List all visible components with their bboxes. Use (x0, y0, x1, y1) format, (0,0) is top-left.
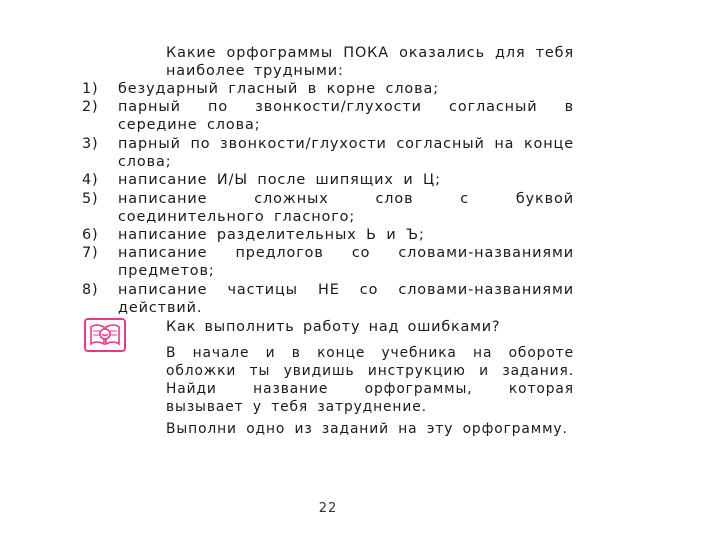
list-item (82, 244, 574, 280)
list-item-text: безударный гласный в корне слова; (118, 81, 439, 97)
list-item-number: 6) (82, 226, 99, 243)
section-title: Как выполнить работу над ошибками? (166, 319, 501, 335)
list-item (82, 98, 574, 134)
list-item-text: парный по звонкости/глухости согласный в середине слова; (118, 99, 574, 134)
list-item-number: 7) (82, 245, 99, 262)
list-item-text: написание сложных слов с буквой соединительного гласного; (118, 190, 574, 225)
list-item-text: парный по звонкости/глухости согласный на конце слова; (118, 135, 574, 170)
list-item (82, 226, 574, 244)
list-item (82, 281, 574, 317)
list-item-number: 5) (82, 190, 99, 207)
list-item (82, 80, 574, 98)
list-item-text: написание И/Ы после шипящих и Ц; (118, 172, 441, 189)
list-item-text: написание частицы НЕ со словами-названиями действий. (118, 281, 574, 316)
list-item-text: написание разделительных Ь и Ъ; (118, 226, 425, 243)
list-item-number: 4) (82, 172, 99, 189)
list-item-number: 8) (82, 281, 99, 298)
spelling-rules-list (82, 80, 574, 317)
list-item-number: 3) (82, 135, 99, 152)
list-item-number: 2) (82, 99, 99, 116)
notebook-icon (84, 318, 126, 352)
instruction-paragraph: В начале и в конце учебника на обороте обложки ты увидишь инструкцию и задания. Найди название орфограммы, которая вызывает у тебя затруднение. (166, 345, 574, 415)
task-paragraph: Выполни одно из заданий на эту орфограмму. (166, 421, 568, 437)
intro-question: Какие орфограммы ПОКА оказались для тебя наиболее трудными: (166, 45, 574, 79)
list-item (82, 190, 574, 226)
list-item-text: написание предлогов со словами-названиями предметов; (118, 245, 574, 280)
list-item (82, 171, 574, 189)
page-number: 22 (318, 501, 338, 516)
list-item-number: 1) (82, 81, 99, 97)
list-item (82, 135, 574, 171)
